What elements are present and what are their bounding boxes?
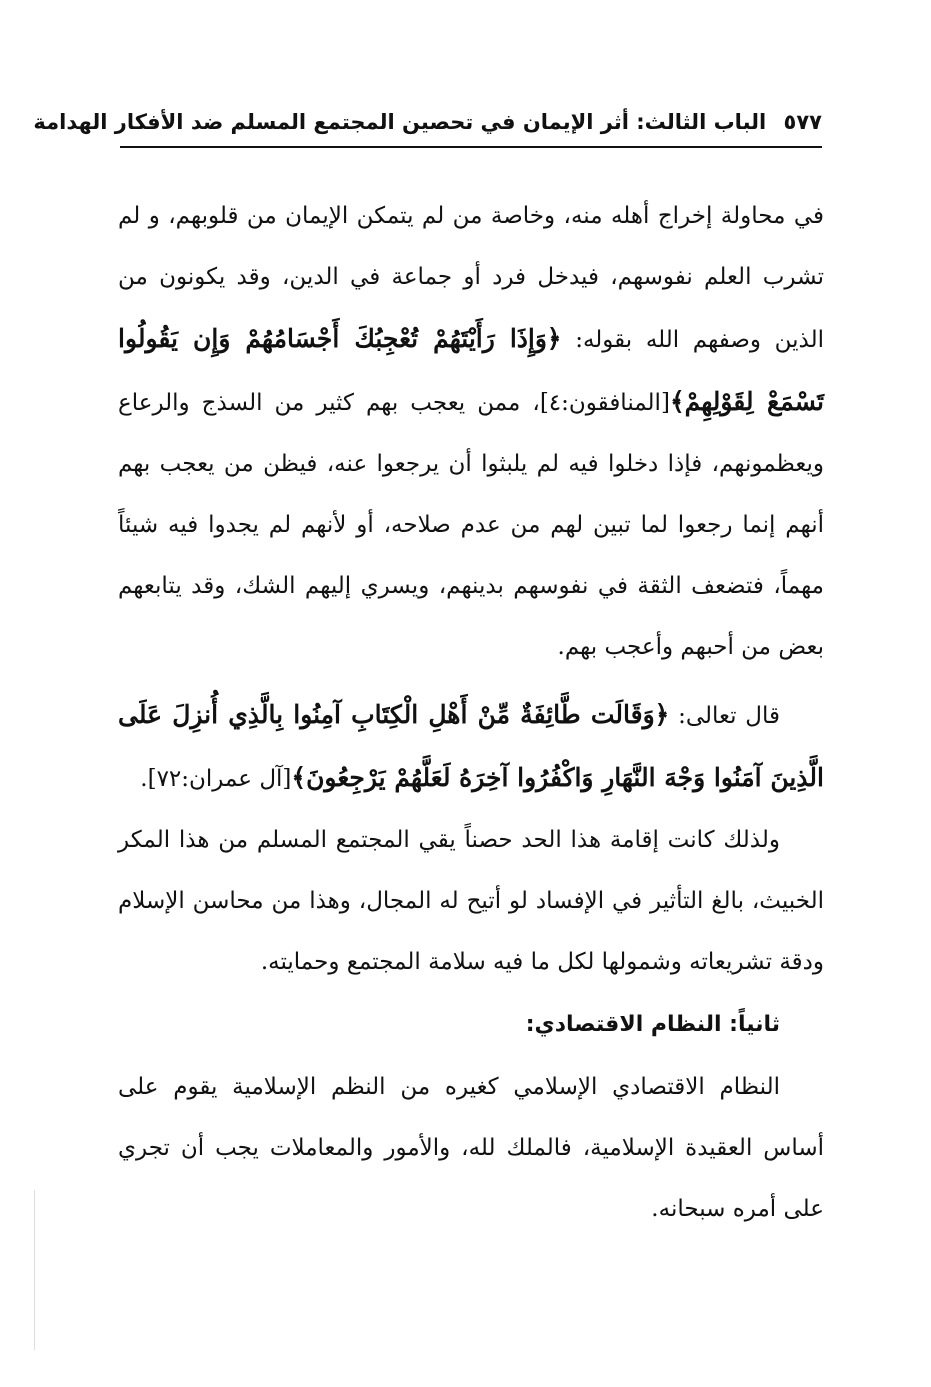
quran-verse-1: ﴿وَإِذَا رَأَيْتَهُمْ تُعْجِبُكَ أَجْسَامُهُمْ وَإِن يَقُولُوا تَسْمَعْ لِقَوْلِهِمْ﴾ bbox=[118, 324, 824, 416]
paragraph-1-text-b: ، ممن يعجب بهم كثير من السذج والرعاع ويعظمونهم، فإذا دخلوا فيه لم يلبثوا أن يرجعوا عنه، فيظن من يعجب بهم أنهم إنما رجعوا لما تبين لهم من عدم صلاحه، أو لأنهم لم يجدوا فيه شيئاً مهماً، فتضعف الثقة في نفوسهم بدينهم، ويسري إليهم الشك، وقد يتابعهم بعض من أحبهم وأعجب بهم. bbox=[118, 390, 824, 660]
paragraph-3: ولذلك كانت إقامة هذا الحد حصناً يقي المجتمع المسلم من هذا المكر الخبيث، بالغ التأثير في الإفساد لو أتيح له المجال، وهذا من محاسن الإسلام ودقة تشريعاته وشمولها لكل ما فيه سلامة المجتمع وحمايته. bbox=[118, 827, 824, 975]
page-number: ٥٧٧ bbox=[783, 110, 822, 134]
chapter-title: الباب الثالث: أثر الإيمان في تحصين المجتمع المسلم ضد الأفكار الهدامة bbox=[33, 110, 767, 134]
paragraph-2-end: . bbox=[140, 766, 148, 792]
paragraph-4: النظام الاقتصادي الإسلامي كغيره من النظم الإسلامية يقوم على أساس العقيدة الإسلامية، فالملك لله، والأمور والمعاملات يجب أن تجري على أمره سبحانه. bbox=[118, 1074, 824, 1222]
verse-citation-1: [المنافقون:٤] bbox=[539, 390, 670, 416]
page-body bbox=[118, 186, 824, 1240]
paragraph-1 bbox=[118, 186, 824, 678]
paragraph-1-text-a: في محاولة إخراج أهله منه، وخاصة من لم يتمكن الإيمان من قلوبهم، و لم تشرب العلم نفوسهم، فيدخل فرد أو جماعة في الدين، وقد يكونون من الذين وصفهم الله بقوله: bbox=[118, 203, 824, 353]
scan-edge-line bbox=[34, 1190, 35, 1350]
section-heading: ثانياً: النظام الاقتصادي: bbox=[525, 1012, 780, 1037]
header-divider bbox=[120, 146, 822, 148]
quran-verse-2: ﴿وَقَالَت طَّائِفَةٌ مِّنْ أَهْلِ الْكِتَابِ آمِنُوا بِالَّذِي أُنزِلَ عَلَى الَّذِينَ آمَنُوا وَجْهَ النَّهَارِ وَاكْفُرُوا آخِرَهُ لَعَلَّهُمْ يَرْجِعُونَ﴾ bbox=[118, 700, 824, 792]
running-header bbox=[33, 102, 822, 142]
verse-citation-2: [آل عمران:٧٢] bbox=[147, 766, 292, 792]
paragraph-2 bbox=[118, 684, 824, 810]
paragraph-2-intro: قال تعالى: bbox=[669, 703, 780, 729]
